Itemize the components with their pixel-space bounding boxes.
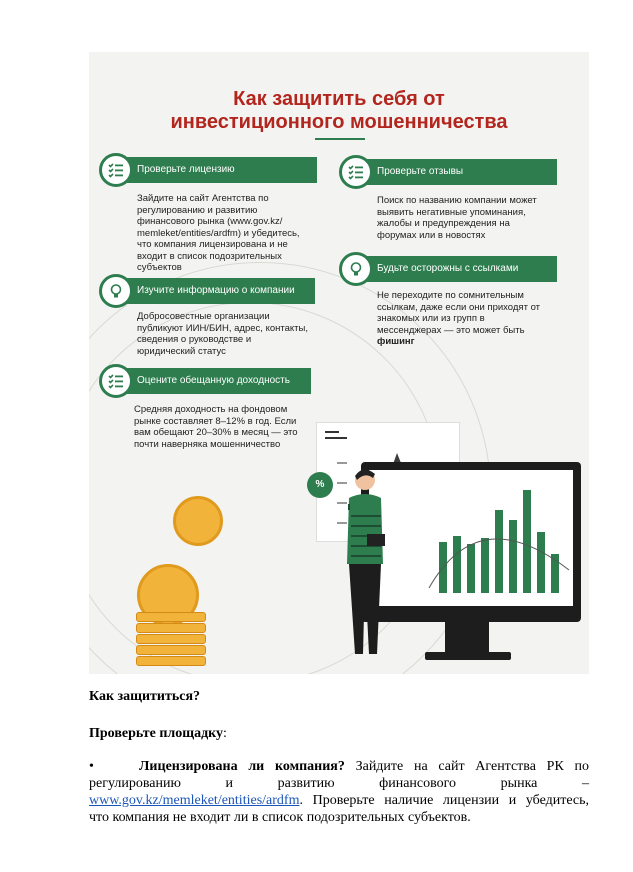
monitor-stand-base xyxy=(425,652,511,660)
coin-layer xyxy=(136,623,206,633)
desc-line: публикуют ИИН/БИН, адрес, контакты, xyxy=(137,322,308,334)
list-item-line-4: что компания не входит ли в список подозрительных субъектов. xyxy=(89,810,471,825)
list-item-text: . Проверьте наличие лицензии и убедитесь, xyxy=(299,793,589,808)
block-label: Изучите информацию о компании xyxy=(117,278,315,304)
coin-illustration xyxy=(173,496,223,546)
list-item-bold: Лицензирована ли компания? xyxy=(139,759,345,774)
desc-line: фишинг xyxy=(377,336,415,347)
desc-line: Добросовестные организации xyxy=(137,311,270,322)
coin-layer xyxy=(136,612,206,622)
desc-line: Поиск по названию компании может xyxy=(377,195,537,206)
coin-layer xyxy=(136,656,206,666)
checklist-icon xyxy=(99,364,133,398)
monitor-illustration xyxy=(361,462,581,622)
infographic-title xyxy=(89,88,589,134)
block-description xyxy=(137,193,327,274)
monitor-stand xyxy=(445,622,489,654)
block-description xyxy=(137,311,327,357)
list-item-line-2: регулированию и развитию финансового рынка – xyxy=(89,776,589,791)
block-label: Будьте осторожны с ссылками xyxy=(357,256,557,282)
percent-badge: % xyxy=(307,472,333,498)
ardfm-link[interactable]: www.gov.kz/memleket/entities/ardfm xyxy=(89,793,300,808)
desc-line: Средняя доходность на фондовом xyxy=(134,404,288,415)
desc-line: финансового рынка (www.gov.kz/ xyxy=(137,216,283,227)
title-line-2: инвестиционного мошенничества xyxy=(170,111,508,133)
desc-line: Не переходите по сомнительным xyxy=(377,290,524,301)
title-underline xyxy=(315,138,365,140)
heading-how-to-protect: Как защититься? xyxy=(89,689,201,704)
monitor-screen xyxy=(369,470,573,606)
heading-check-platform-bold: Проверьте площадку xyxy=(89,726,224,741)
coin-layer xyxy=(136,645,206,655)
desc-line: форумах или в новостях xyxy=(377,229,486,241)
desc-line: почти наверняка мошенничество xyxy=(134,438,281,450)
block-label: Проверьте отзывы xyxy=(357,159,557,185)
lightbulb-icon xyxy=(339,252,373,286)
desc-line: знакомых или из групп в xyxy=(377,313,485,324)
list-item-license xyxy=(89,758,589,826)
desc-line: жалобы и предупреждения на xyxy=(377,218,510,229)
coin-stack-illustration xyxy=(136,612,206,667)
desc-line: memleket/entities/ardfm) и убедитесь, xyxy=(137,227,300,239)
block-label: Оцените обещанную доходность xyxy=(117,368,311,394)
person-illustration xyxy=(333,464,393,664)
desc-line: ссылкам, даже если они приходят от xyxy=(377,301,540,313)
desc-line: входит в список подозрительных xyxy=(137,250,282,262)
list-item-line-1 xyxy=(89,758,589,775)
checklist-icon xyxy=(99,153,133,187)
desc-line: юридический статус xyxy=(137,345,226,357)
heading-check-platform xyxy=(89,726,589,742)
block-label: Проверьте лицензию xyxy=(117,157,317,183)
checklist-icon xyxy=(339,155,373,189)
title-line-1: Как защитить себя от xyxy=(233,88,445,110)
desc-line: что компания лицензирована и не xyxy=(137,239,288,250)
list-item-line-3 xyxy=(89,792,589,809)
desc-line: субъектов xyxy=(137,262,182,273)
block-description xyxy=(134,404,324,450)
block-description xyxy=(377,195,577,241)
desc-line: сведения о руководстве и xyxy=(137,334,252,345)
desc-line: Зайдите на сайт Агентства по xyxy=(137,193,269,204)
coin-layer xyxy=(136,634,206,644)
desc-line: выявить негативные упоминания, xyxy=(377,206,526,218)
heading-check-platform-colon: : xyxy=(223,726,227,741)
desc-line: регулированию и развитию xyxy=(137,204,258,216)
bullet-marker: • xyxy=(89,759,94,774)
desc-line: мессенджерах — это может быть xyxy=(377,324,525,336)
block-description xyxy=(377,290,577,348)
lightbulb-icon xyxy=(99,274,133,308)
desc-line: рынке составляет 8–12% в год. Если xyxy=(134,415,297,427)
infographic-image xyxy=(89,52,589,674)
list-item-text: Зайдите на сайт Агентства РК по xyxy=(344,759,589,774)
desc-line: вам обещают 20–30% в месяц — это xyxy=(134,427,298,438)
